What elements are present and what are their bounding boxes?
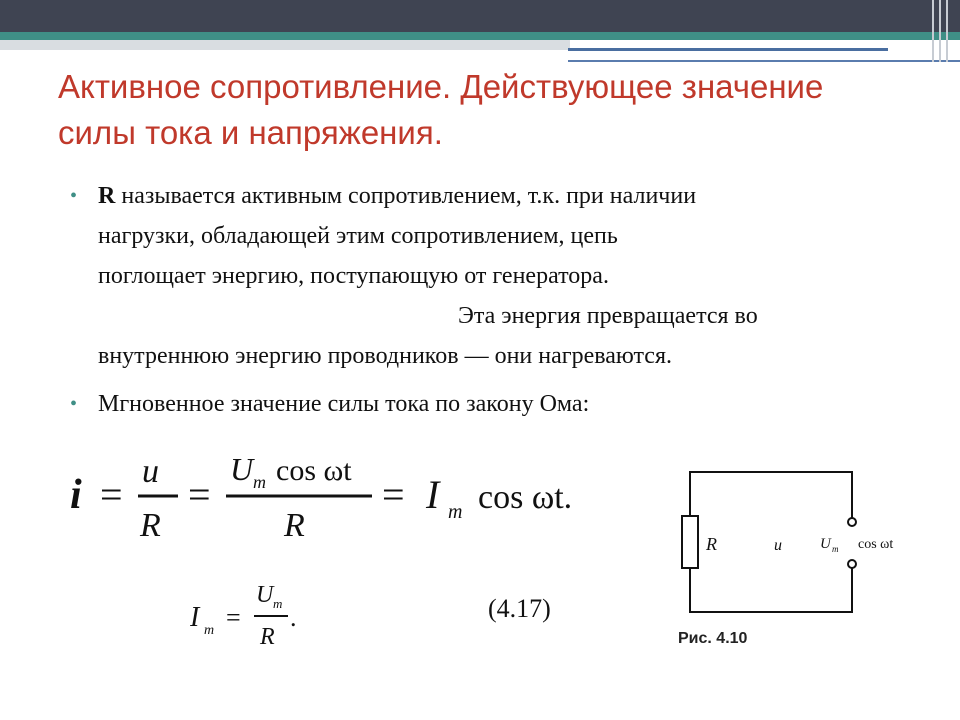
formula2-im-subscript: m <box>204 623 215 638</box>
formula-equals-3: = <box>382 472 405 517</box>
bullet-text-line-5: внутреннюю энергию проводников — они нагреваются. <box>98 343 672 369</box>
formula2-r: R <box>260 624 275 650</box>
formula-equals-1: = <box>100 472 123 517</box>
formula-um: U <box>230 451 254 487</box>
formula2-u: U <box>256 582 274 608</box>
slide-title-line-2: силы тока и напряжения. <box>58 114 443 151</box>
formula-cos-wt: cos ωt <box>276 454 352 487</box>
blue-accent-line <box>568 48 888 51</box>
bullet-dot-icon: • <box>70 185 78 207</box>
resistor-symbol <box>682 516 698 568</box>
formula-im-subscript: m <box>448 501 463 523</box>
formula-r-2: R <box>284 507 305 544</box>
top-bar <box>0 0 960 32</box>
circuit-wire-top <box>690 472 852 518</box>
formula-r-1: R <box>140 507 161 544</box>
bold-symbol-r: R <box>98 183 116 209</box>
bullet-text-line-1: называется активным сопротивлением, т.к. при наличии <box>115 183 697 209</box>
ohm-law-formula <box>70 440 630 550</box>
formula-equals-2: = <box>188 472 211 517</box>
figure-caption: Рис. 4.10 <box>678 630 748 647</box>
bullet-text: Мгновенное значение силы тока по закону Ома: <box>98 391 590 417</box>
terminal-top <box>848 518 856 526</box>
terminal-bottom <box>848 560 856 568</box>
formula-i: i <box>70 472 82 518</box>
circuit-diagram <box>660 462 940 622</box>
source-label-u: U <box>820 536 831 552</box>
formula2-im: I <box>190 602 200 633</box>
source-label-cos: cos ωt <box>858 537 894 552</box>
amplitude-formula <box>190 572 330 662</box>
source-label-subscript: m <box>832 544 839 554</box>
formula2-equals: = <box>226 603 241 632</box>
bullet-text-line-3: поглощает энергию, поступающую от генератора. <box>98 263 609 289</box>
formula-u: u <box>142 453 159 490</box>
voltage-label-u: u <box>774 537 782 554</box>
formula-cos-wt-end: cos ωt. <box>478 479 573 516</box>
formula2-u-subscript: m <box>273 596 283 611</box>
bullet-text-line-2: нагрузки, обладающей этим сопротивлением, цепь <box>98 223 618 249</box>
equation-number: (4.17) <box>488 594 551 623</box>
bullet-dot-icon: • <box>70 393 78 415</box>
resistor-label: R <box>706 534 717 554</box>
bullet-list <box>70 176 930 424</box>
slide-title <box>58 64 918 156</box>
slide-title-line-1: Активное сопротивление. Действующее значение <box>58 68 824 105</box>
bullet-item-instant-current <box>70 384 930 424</box>
formula-um-subscript: m <box>253 472 266 492</box>
grey-accent-band <box>0 40 570 50</box>
teal-accent-line <box>0 32 960 40</box>
circuit-wire-bottom <box>690 568 852 612</box>
blue-accent-line-thin <box>568 60 960 62</box>
decorative-vertical-bars <box>932 0 954 62</box>
formula-im: I <box>426 472 440 517</box>
bullet-text-line-4: Эта энергия превращается во <box>458 303 758 329</box>
formula2-dot: . <box>290 603 297 632</box>
bullet-item-active-resistance <box>70 176 930 376</box>
